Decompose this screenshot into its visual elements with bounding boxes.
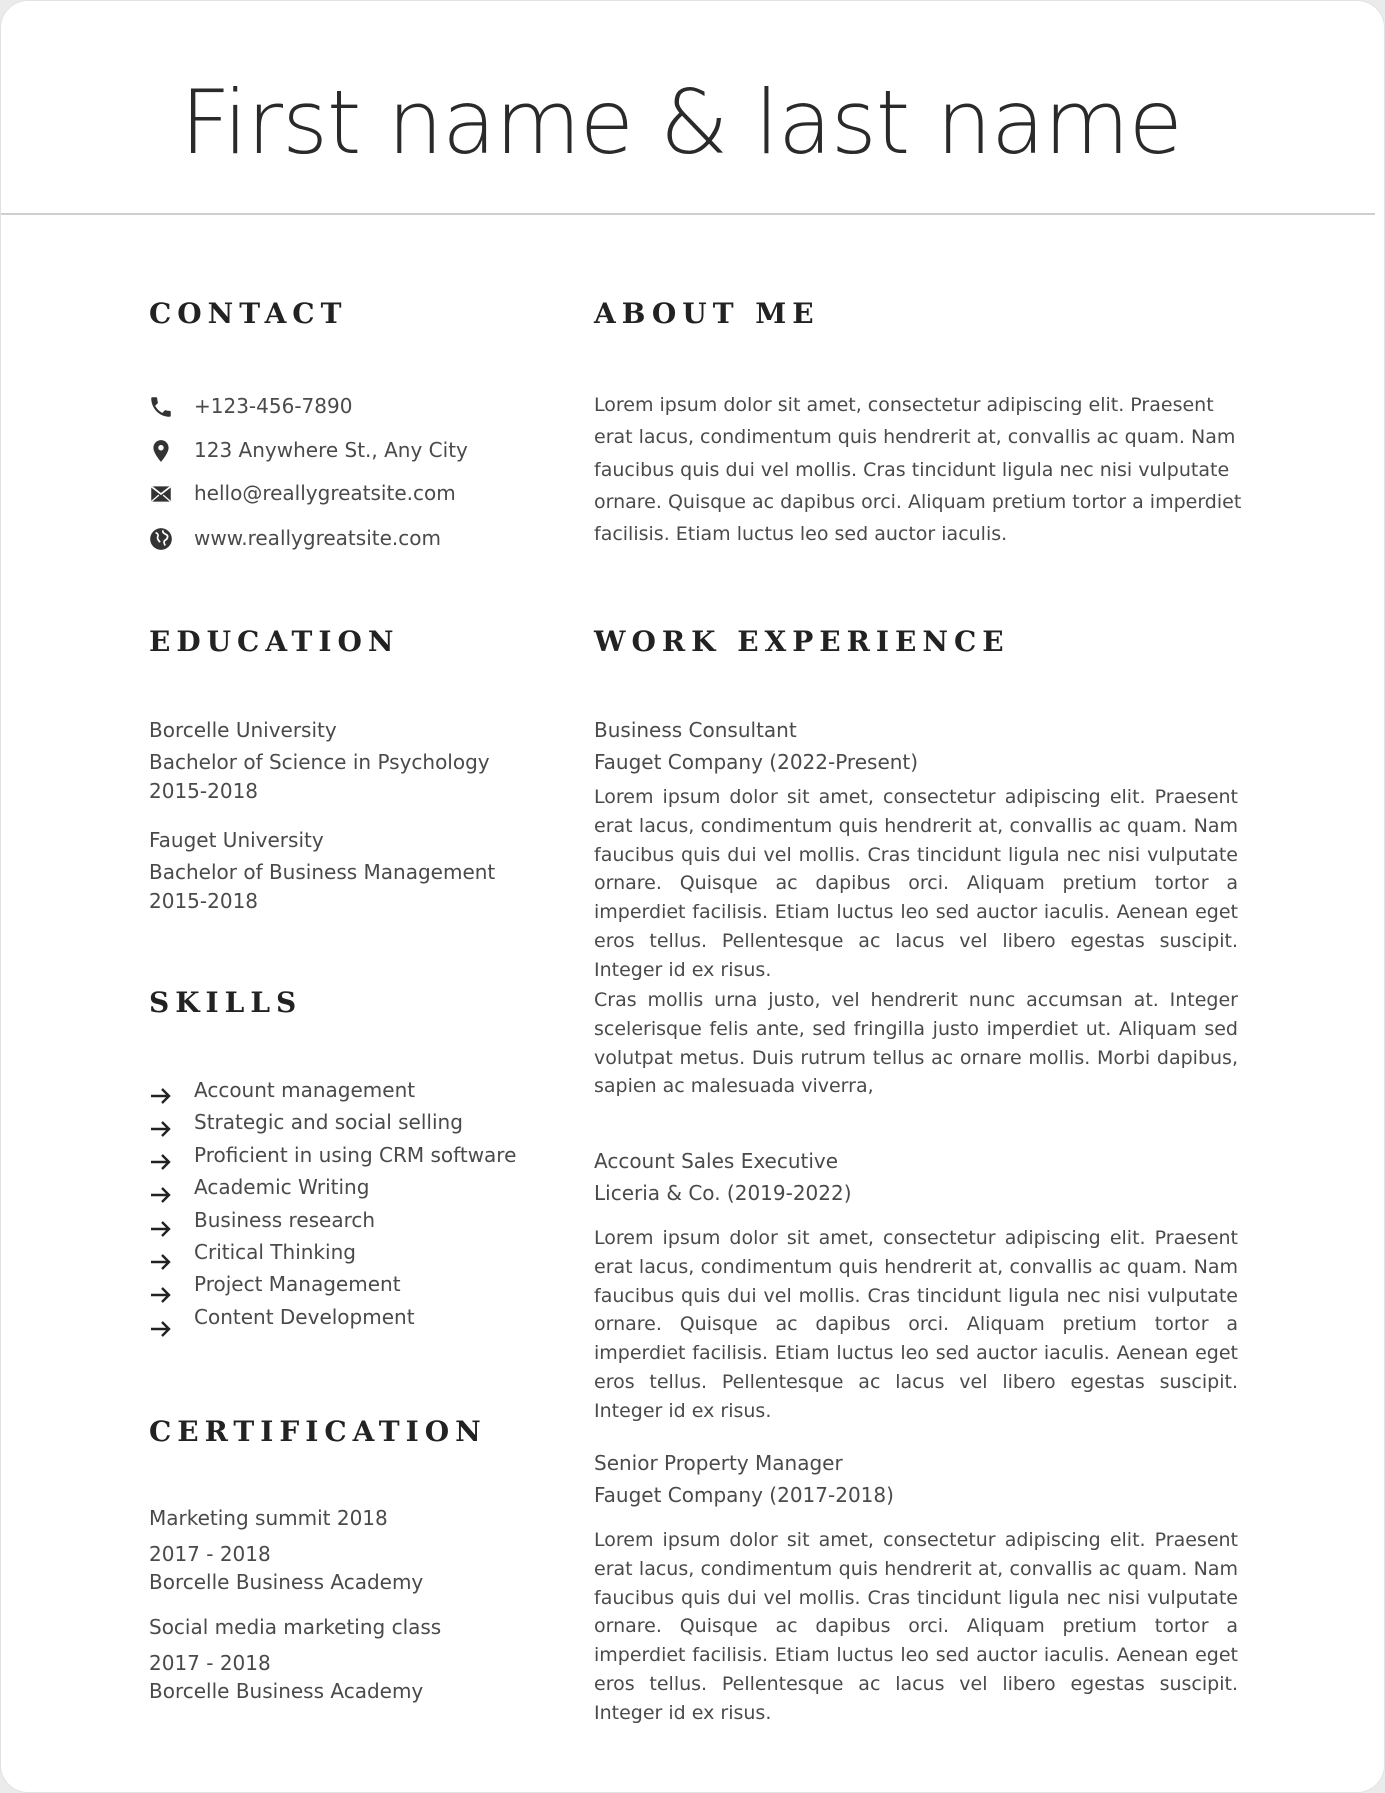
skill-item: Project Management [194, 1272, 401, 1296]
arrow-right-icon [149, 1219, 173, 1239]
skill-item: Business research [194, 1208, 376, 1232]
certification-title: Social media marketing class [149, 1615, 442, 1639]
skill-item: Proficient in using CRM software [194, 1143, 517, 1167]
certification-heading: CERTIFICATION [149, 1415, 487, 1448]
globe-icon [148, 526, 174, 552]
job-company: Fauget Company (2022-Present) [594, 750, 919, 774]
arrow-right-icon [149, 1319, 173, 1339]
job-role: Account Sales Executive [594, 1149, 839, 1173]
contact-phone: +123-456-7890 [194, 394, 353, 418]
certification-years: 2017 - 2018 [149, 1542, 271, 1566]
certification-title: Marketing summit 2018 [149, 1506, 388, 1530]
contact-heading: CONTACT [149, 297, 348, 330]
skill-item: Critical Thinking [194, 1240, 356, 1264]
email-icon [148, 481, 174, 507]
job-role: Business Consultant [594, 718, 797, 742]
header-divider [1, 213, 1375, 215]
education-degree: Bachelor of Science in Psychology [149, 750, 490, 774]
skill-item: Strategic and social selling [194, 1110, 463, 1134]
skills-heading: SKILLS [149, 986, 303, 1019]
skill-item: Content Development [194, 1305, 415, 1329]
arrow-right-icon [149, 1285, 173, 1305]
arrow-right-icon [149, 1185, 173, 1205]
arrow-right-icon [149, 1086, 173, 1106]
job-description: Lorem ipsum dolor sit amet, consectetur adipiscing elit. Praesent erat lacus, condimentum quis hendrerit at, convallis ac quam. Nam faucibus quis dui vel mollis. Cras tincidunt ligula nec nisi vulputate ornare. Quisque ac dapibus orci. Aliquam pretium tortor a imperdiet facilisis. Etiam luctus leo sed auctor iaculis. Aenean eget eros tellus. Pellentesque ac lacus vel libero egestas suscipit. Integer id ex risus. [594, 1529, 1238, 1724]
arrow-right-icon [149, 1252, 173, 1272]
job-company: Liceria & Co. (2019-2022) [594, 1181, 852, 1205]
skill-item: Academic Writing [194, 1175, 370, 1199]
education-school: Borcelle University [149, 718, 337, 742]
contact-website[interactable]: www.reallygreatsite.com [194, 526, 441, 550]
education-degree: Bachelor of Business Management [149, 860, 496, 884]
certification-org: Borcelle Business Academy [149, 1679, 424, 1703]
education-years: 2015-2018 [149, 889, 259, 913]
skill-item: Account management [194, 1078, 416, 1102]
job-role: Senior Property Manager [594, 1451, 843, 1475]
education-heading: EDUCATION [149, 625, 400, 658]
arrow-right-icon [149, 1119, 173, 1139]
education-school: Fauget University [149, 828, 324, 852]
job-description: Lorem ipsum dolor sit amet, consectetur adipiscing elit. Praesent erat lacus, condimentum quis hendrerit at, convallis ac quam. Nam faucibus quis dui vel mollis. Cras tincidunt ligula nec nisi vulputate ornare. Quisque ac dapibus orci. Aliquam pretium tortor a imperdiet facilisis. Etiam luctus leo sed auctor iaculis. Aenean eget eros tellus. Pellentesque ac lacus vel libero egestas suscipit. Integer id ex risus. [594, 1227, 1238, 1422]
contact-address: 123 Anywhere St., Any City [194, 438, 468, 462]
location-pin-icon [148, 438, 174, 464]
about-heading: ABOUT ME [594, 297, 820, 330]
job-company: Fauget Company (2017-2018) [594, 1483, 894, 1507]
arrow-right-icon [149, 1152, 173, 1172]
page-title: First name & last name [180, 71, 1182, 174]
about-text: Lorem ipsum dolor sit amet, consectetur adipiscing elit. Praesent erat lacus, condimentum quis hendrerit at, convallis ac quam. Nam faucibus quis dui vel mollis. Cras tincidunt ligula nec nisi vulputate ornare. Quisque ac dapibus orci. Aliquam pretium tortor a imperdiet facilisis. Etiam luctus leo sed auctor iaculis. [594, 394, 1242, 546]
education-years: 2015-2018 [149, 779, 259, 803]
certification-org: Borcelle Business Academy [149, 1570, 424, 1594]
certification-years: 2017 - 2018 [149, 1651, 271, 1675]
job-description-extra: Cras mollis urna justo, vel hendrerit nunc accumsan at. Integer scelerisque felis ante, sed fringilla justo imperdiet ut. Aliquam sed volutpat metus. Duis rutrum tellus ac ornare mollis. Morbi dapibus, sapien ac malesuada viverra, [594, 989, 1238, 1098]
job-description: Lorem ipsum dolor sit amet, consectetur adipiscing elit. Praesent erat lacus, condimentum quis hendrerit at, convallis ac quam. Nam faucibus quis dui vel mollis. Cras tincidunt ligula nec nisi vulputate ornare. Quisque ac dapibus orci. Aliquam pretium tortor a imperdiet facilisis. Etiam luctus leo sed auctor iaculis. Aenean eget eros tellus. Pellentesque ac lacus vel libero egestas suscipit. Integer id ex risus. [594, 786, 1238, 981]
contact-email[interactable]: hello@reallygreatsite.com [194, 481, 456, 505]
phone-icon [148, 394, 174, 420]
work-heading: WORK EXPERIENCE [594, 625, 1010, 658]
